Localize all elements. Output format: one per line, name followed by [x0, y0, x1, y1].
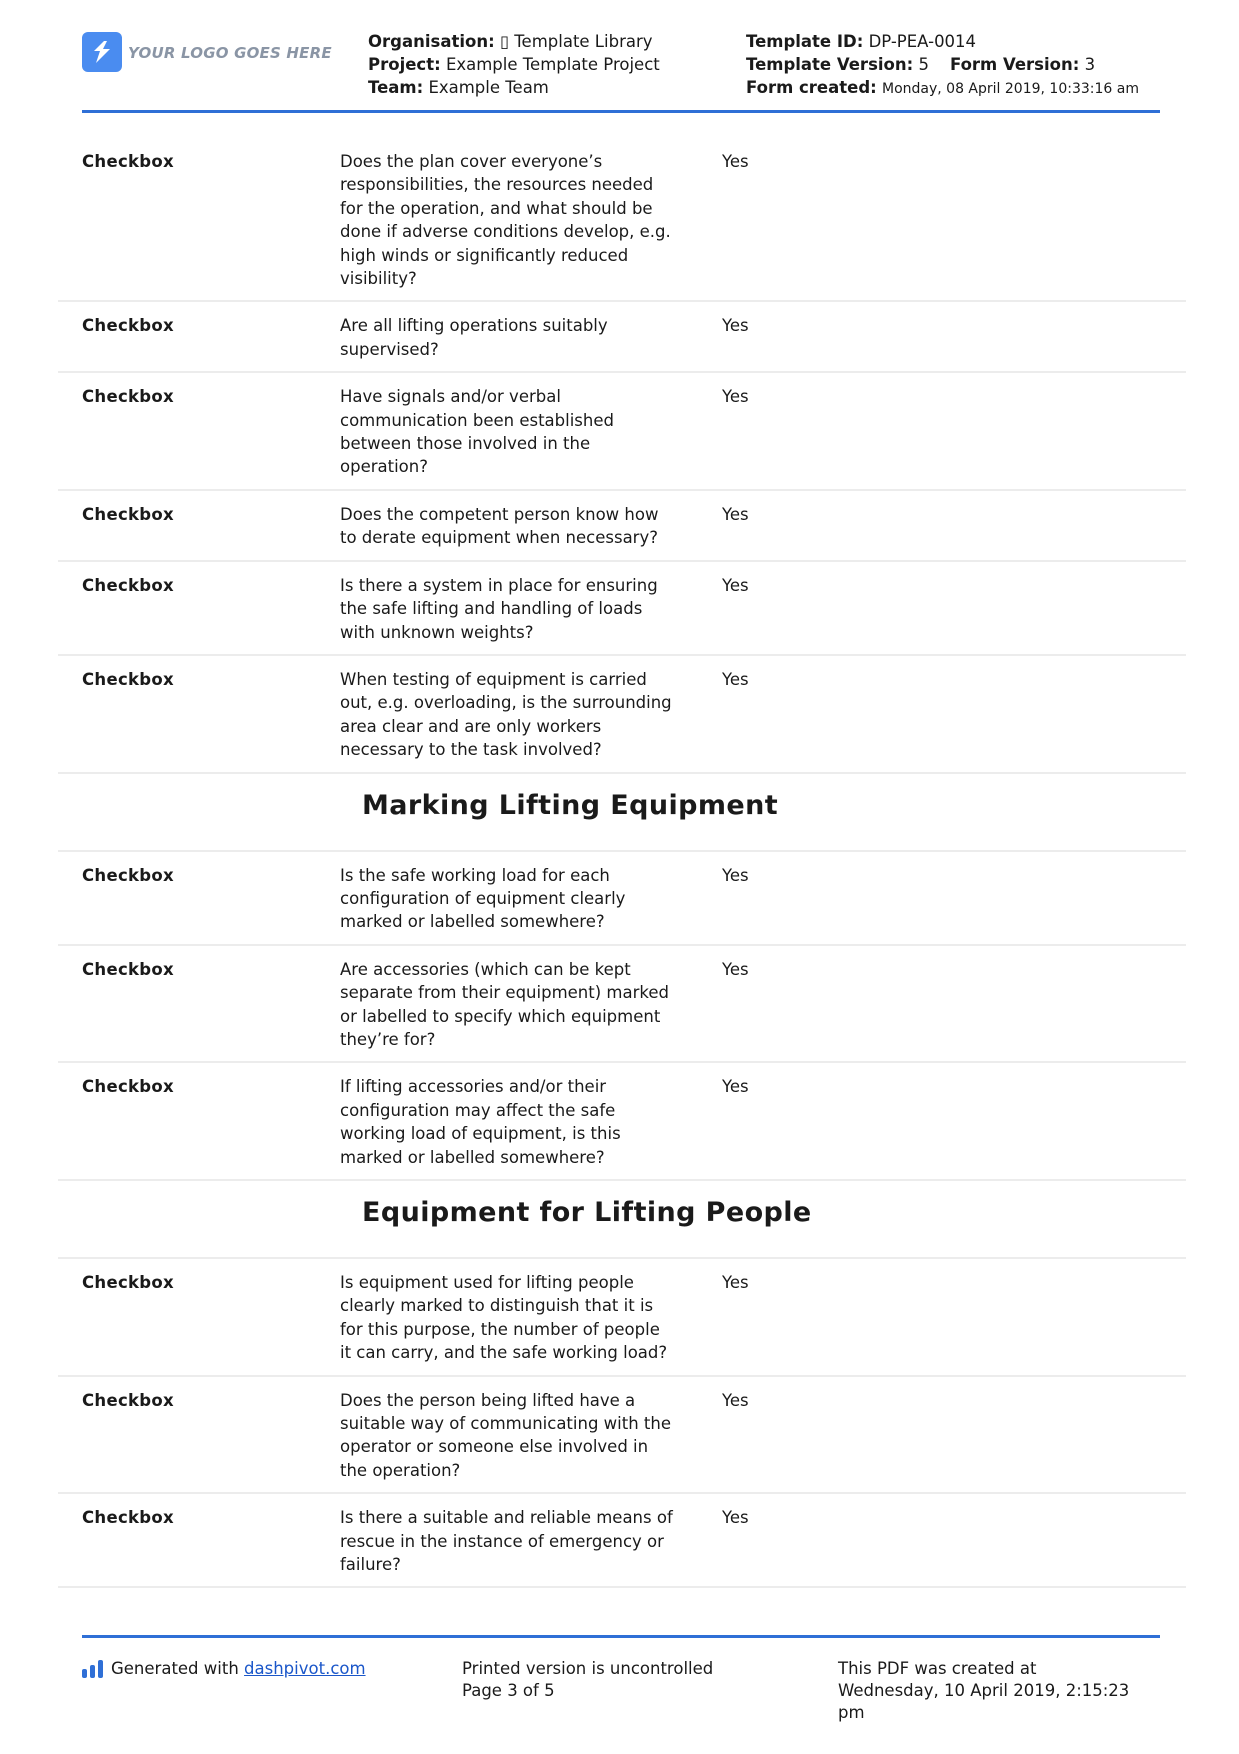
uncontrolled-notice: Printed version is uncontrolled	[462, 1659, 714, 1678]
logo-text: YOUR LOGO GOES HERE	[128, 44, 332, 62]
item-answer: Yes	[722, 387, 749, 407]
item-question: Is the safe working load for each configuration of equipment clearly marked or labelled somewhere?	[340, 865, 626, 932]
item-type: Checkbox	[82, 959, 174, 979]
generated-prefix: Generated with	[111, 1659, 239, 1678]
form-version-label: Form Version:	[949, 55, 1080, 74]
team-value: Example Team	[428, 78, 549, 97]
item-question: Is there a system in place for ensuring the safe lifting and handling of loads with unknown weights?	[340, 575, 658, 642]
item-type: Checkbox	[82, 1077, 174, 1097]
item-type: Checkbox	[82, 575, 174, 595]
item-type: Checkbox	[82, 504, 174, 524]
item-question: Are accessories (which can be kept separate from their equipment) marked or labelled to specify which equipment they’re for?	[340, 959, 669, 1049]
item-type: Checkbox	[82, 316, 174, 336]
item-answer: Yes	[722, 959, 749, 979]
item-type: Checkbox	[82, 387, 174, 407]
page-header	[82, 30, 1160, 113]
page-footer	[82, 1635, 1160, 1722]
item-answer: Yes	[722, 152, 749, 171]
item-answer: Yes	[722, 1390, 749, 1410]
item-question: When testing of equipment is carried out, e.g. overloading, is the surrounding area clear and are only workers necessary to the task involved?	[340, 669, 672, 760]
header-template-info	[746, 30, 1139, 101]
checklist-row	[58, 140, 1186, 302]
form-created-label: Form created:	[746, 78, 877, 97]
item-question: Does the plan cover everyone’s responsibilities, the resources needed for the operation, and what should be done if adverse conditions develop, e.g. high winds or significantly reduced visibility?	[340, 152, 671, 289]
item-type: Checkbox	[82, 1390, 174, 1410]
form-version-value: 3	[1084, 55, 1096, 74]
checklist-row	[58, 491, 1186, 562]
dashpivot-link[interactable]: dashpivot.com	[244, 1659, 366, 1678]
project-value: Example Template Project	[445, 55, 660, 74]
section-title: Equipment for Lifting People	[362, 1197, 812, 1228]
checklist-row	[58, 302, 1186, 373]
item-type: Checkbox	[82, 669, 174, 689]
page-number: Page 3 of 5	[462, 1681, 555, 1700]
item-type: Checkbox	[82, 1273, 174, 1292]
item-question: Have signals and/or verbal communication been established between those involved in the operation?	[340, 387, 614, 477]
form-created-value: Monday, 08 April 2019, 10:33:16 am	[882, 81, 1139, 97]
generated-with	[82, 1658, 366, 1680]
team-label: Team:	[368, 78, 424, 97]
item-question: Is there a suitable and reliable means of rescue in the instance of emergency or failure?	[340, 1508, 673, 1575]
checklist-row	[58, 946, 1186, 1064]
template-id-label: Template ID:	[746, 32, 864, 51]
item-question: If lifting accessories and/or their configuration may affect the safe working load of equipment, is this marked or labelled somewhere?	[340, 1077, 621, 1167]
item-answer: Yes	[722, 575, 749, 595]
checklist-row	[58, 562, 1186, 656]
checklist-row	[58, 1377, 1186, 1495]
checklist-content	[58, 140, 1186, 1588]
item-answer: Yes	[722, 316, 749, 336]
print-info	[462, 1658, 713, 1702]
item-answer: Yes	[722, 865, 749, 885]
header-project-info	[368, 30, 660, 99]
checklist-row	[58, 1259, 1186, 1377]
item-question: Does the competent person know how to derate equipment when necessary?	[340, 504, 659, 548]
checklist-row	[58, 852, 1186, 946]
item-answer: Yes	[722, 1077, 749, 1097]
section-title: Marking Lifting Equipment	[362, 789, 779, 821]
item-type: Checkbox	[82, 865, 174, 885]
section-equipment-for-lifting-people	[58, 1181, 1186, 1259]
item-type: Checkbox	[82, 152, 174, 171]
project-label: Project:	[368, 55, 441, 74]
template-id-value: DP-PEA-0014	[868, 32, 977, 51]
logo-icon	[82, 32, 122, 72]
item-question: Are all lifting operations suitably supervised?	[340, 316, 608, 359]
item-question: Is equipment used for lifting people clearly marked to distinguish that it is for this purpose, the number of people it can carry, and the safe working load?	[340, 1273, 668, 1363]
template-version-label: Template Version:	[746, 55, 914, 74]
pdf-created-at: This PDF was created at Wednesday, 10 April 2019, 2:15:23 pm	[838, 1659, 1130, 1722]
item-question: Does the person being lifted have a suitable way of communicating with the operator or someone else involved in the operation?	[340, 1390, 671, 1480]
checklist-row	[58, 373, 1186, 491]
item-answer: Yes	[722, 669, 749, 689]
item-type: Checkbox	[82, 1508, 174, 1528]
section-marking-lifting-equipment	[58, 774, 1186, 852]
dashpivot-icon	[82, 1660, 103, 1678]
checklist-row	[58, 656, 1186, 774]
organisation-value: ▯ Template Library	[499, 32, 653, 51]
item-answer: Yes	[722, 1508, 749, 1528]
template-version-value: 5	[918, 55, 929, 74]
item-answer: Yes	[722, 504, 749, 524]
item-answer: Yes	[722, 1273, 749, 1292]
organisation-label: Organisation:	[368, 32, 495, 51]
checklist-row	[58, 1063, 1186, 1181]
checklist-row	[58, 1494, 1186, 1588]
